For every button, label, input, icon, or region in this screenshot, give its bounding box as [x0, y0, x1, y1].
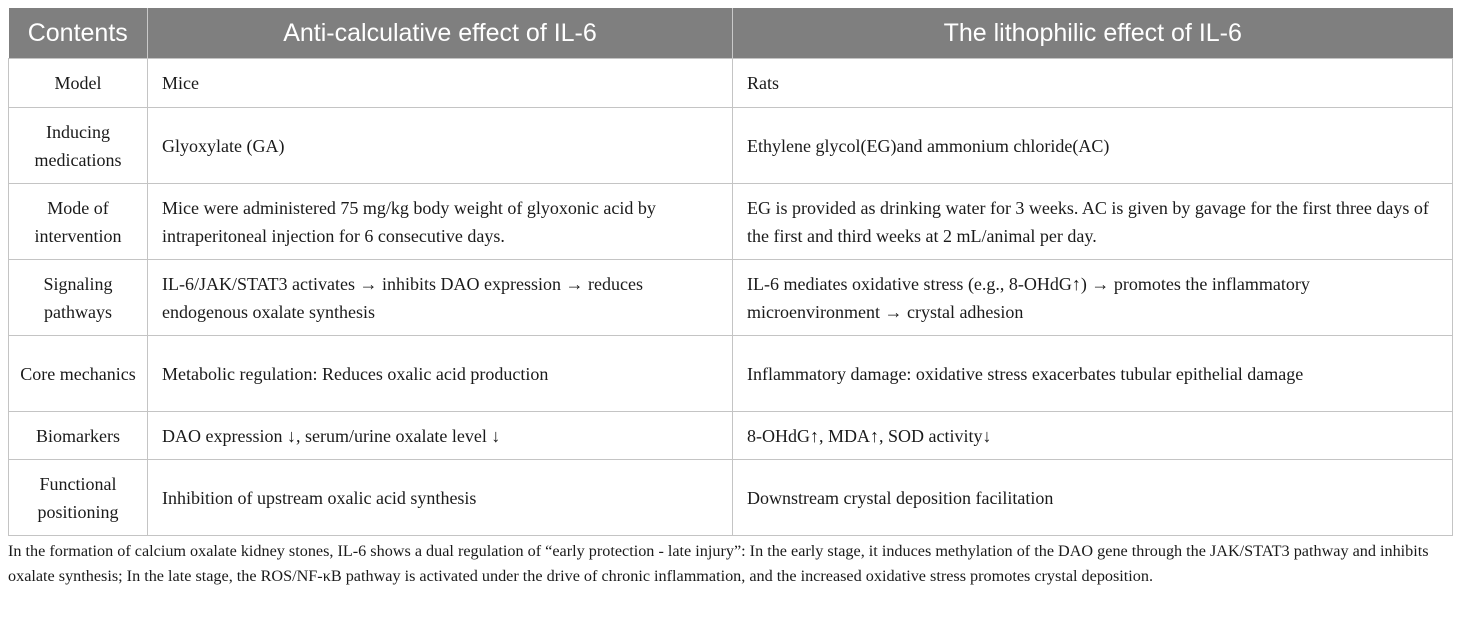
table-footnote: In the formation of calcium oxalate kidney stones, IL-6 shows a dual regulation of “early protection - late injury”: In the early stage, it induces methylation of the DAO gene through the JAK/STAT3 pathway and inhibits oxalate synthesis; In the late stage, the ROS/NF-κB pathway is activated under the drive of chronic inflammation, and the increased oxidative stress promotes crystal deposition.: [8, 542, 1429, 585]
row-label: Inducing medications: [9, 108, 148, 184]
anti-cell: Inhibition of upstream oxalic acid synthesis: [148, 460, 733, 536]
row-label: Functional positioning: [9, 460, 148, 536]
anti-cell: IL-6/JAK/STAT3 activates → inhibits DAO expression → reduces endogenous oxalate synthesis: [148, 260, 733, 336]
table-row-model: [9, 59, 1453, 108]
litho-cell: Rats: [733, 59, 1453, 108]
table-row-core-mechanics: [9, 336, 1453, 412]
litho-cell: Downstream crystal deposition facilitation: [733, 460, 1453, 536]
table-row-biomarkers: [9, 412, 1453, 460]
header-lithophilic: The lithophilic effect of IL-6: [733, 8, 1453, 59]
row-label: Biomarkers: [9, 412, 148, 460]
anti-cell: Mice: [148, 59, 733, 108]
table-row-mode-of-intervention: [9, 184, 1453, 260]
table-row-functional-positioning: [9, 460, 1453, 536]
anti-cell: Metabolic regulation: Reduces oxalic acid production: [148, 336, 733, 412]
litho-cell: EG is provided as drinking water for 3 weeks. AC is given by gavage for the first three days of the first and third weeks at 2 mL/animal per day.: [733, 184, 1453, 260]
anti-cell: DAO expression ↓, serum/urine oxalate level ↓: [148, 412, 733, 460]
row-label: Model: [9, 59, 148, 108]
header-contents: Contents: [9, 8, 148, 59]
litho-cell: IL-6 mediates oxidative stress (e.g., 8-OHdG↑) → promotes the inflammatory microenvironment → crystal adhesion: [733, 260, 1453, 336]
comparison-table: [8, 8, 1453, 536]
row-label: Signaling pathways: [9, 260, 148, 336]
row-label: Core mechanics: [9, 336, 148, 412]
header-anti-calculative: Anti-calculative effect of IL-6: [148, 8, 733, 59]
table-row-inducing-medications: [9, 108, 1453, 184]
litho-cell: Inflammatory damage: oxidative stress exacerbates tubular epithelial damage: [733, 336, 1453, 412]
row-label: Mode of intervention: [9, 184, 148, 260]
table-row-signaling-pathways: [9, 260, 1453, 336]
litho-cell: Ethylene glycol(EG)and ammonium chloride(AC): [733, 108, 1453, 184]
anti-cell: Mice were administered 75 mg/kg body weight of glyoxonic acid by intraperitoneal injection for 6 consecutive days.: [148, 184, 733, 260]
anti-cell: Glyoxylate (GA): [148, 108, 733, 184]
table-header-row: [9, 8, 1453, 59]
litho-cell: 8-OHdG↑, MDA↑, SOD activity↓: [733, 412, 1453, 460]
